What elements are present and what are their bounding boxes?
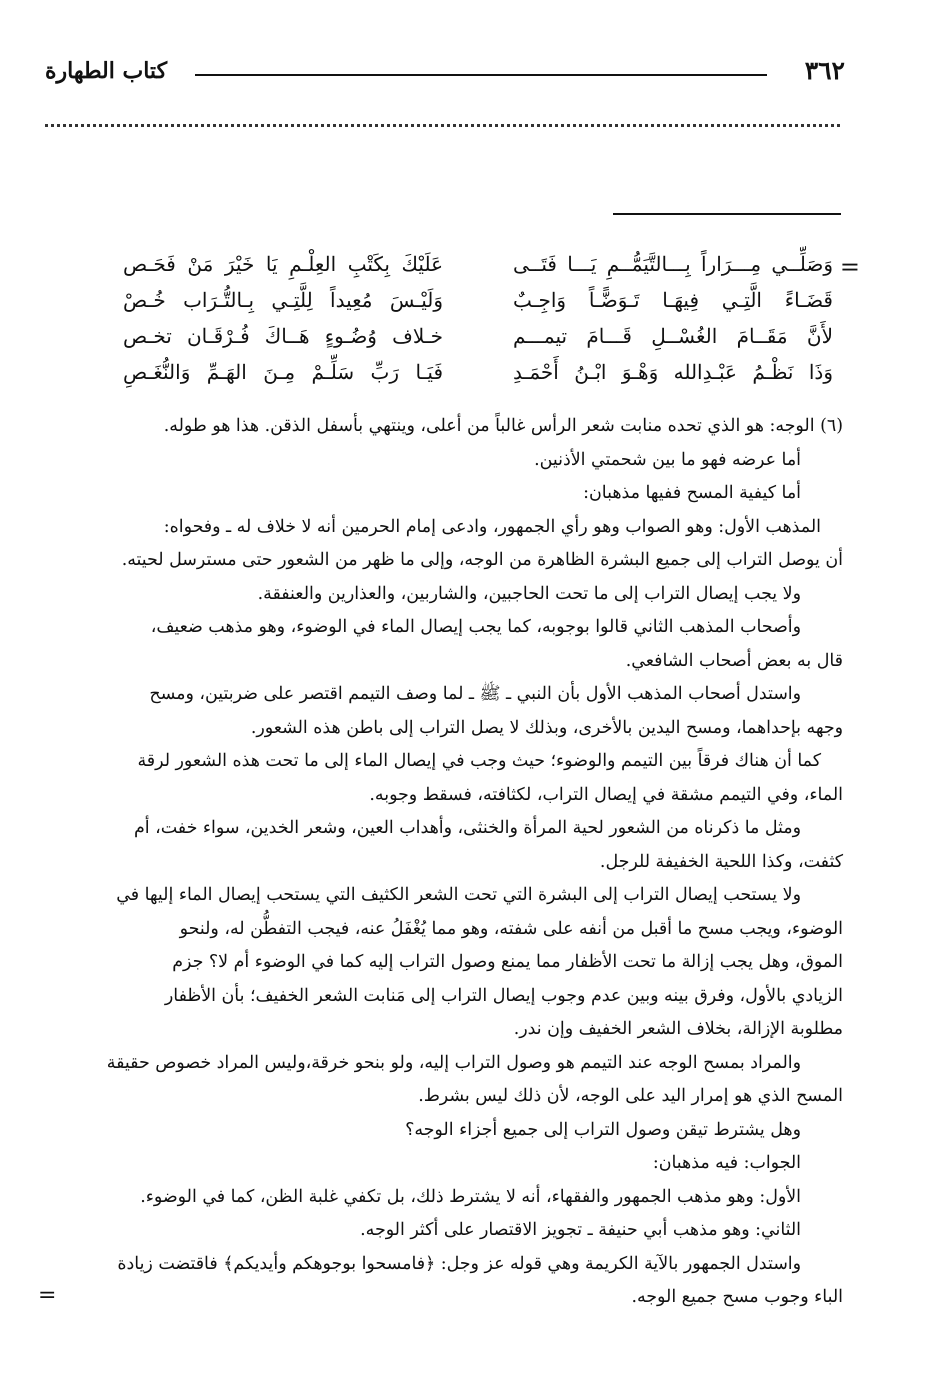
paragraph bbox=[103, 578, 843, 612]
text-line: المسح الذي هو إمرار اليد على الوجه، لأن ذلك ليس بشرط. bbox=[418, 1086, 843, 1106]
verse-second-hemistich: وَلَيْـسَ مُعِيداً لِلَّتِـي بِـالتُّـرَاب خُـصْ bbox=[123, 288, 443, 312]
text-line: ومثل ما ذكرناه من الشعور لحية المرأة والخنثى، وأهداب العين، وشعر الخدين، سواء خفت، أم bbox=[133, 818, 801, 838]
text-line: كما أن هناك فرقاً بين التيمم والوضوء؛ حيث وجب في إيصال الماء إلى ما تحت هذه الشعور لرقة bbox=[137, 751, 821, 771]
text-line: كثفت، وكذا اللحية الخفيفة للرجل. bbox=[599, 851, 843, 872]
text-line: أما كيفية المسح ففيها مذهبان: bbox=[583, 483, 801, 503]
text-line: واستدل أصحاب المذهب الأول بأن النبي ـ ﷺ ـ لما وصف التيمم اقتصر على ضربتين، ومسح bbox=[149, 684, 801, 704]
header-rule bbox=[195, 74, 767, 76]
poem-verse bbox=[123, 282, 833, 318]
text-line: ولا يستحب إيصال التراب إلى البشرة التي تحت الشعر الكثيف التي يستحب إيصال الماء إليها في bbox=[116, 885, 801, 905]
text-line: المذهب الأول: وهو الصواب وهو رأي الجمهور، وادعى إمام الحرمين أنه لا خلاف له ـ وفحواه: bbox=[163, 516, 821, 537]
text-line: الزيادي بالأول، وفرق بينه وبين عدم وجوب إيصال التراب إلى مَنابت الشعر الخفيف؛ بأن الأظفار bbox=[164, 985, 843, 1006]
page-number: ٣٦٢ bbox=[804, 56, 845, 85]
paragraph bbox=[103, 1047, 843, 1114]
text-line: ولا يجب إيصال التراب إلى ما تحت الحاجبين، والشاربين، والعذارين والعنفقة. bbox=[257, 583, 801, 604]
dotted-separator bbox=[45, 124, 840, 127]
verse-second-hemistich: عَلَيْكَ بِكَتْبِ العِلْـمِ يَا خَيْرَ مَنْ فَحَـص bbox=[123, 252, 443, 276]
text-line: الباء وجوب مسح جميع الوجه. bbox=[631, 1287, 843, 1307]
footnote-separator bbox=[613, 213, 841, 215]
verse-second-hemistich: فَيَـا رَبِّ سَلِّـمْ مِـنَ الهَـمِّ وَالنُّغَـصِ bbox=[123, 360, 443, 384]
text-line: الثاني: وهو مذهب أبي حنيفة ـ تجويز الاقتصار على أكثر الوجه. bbox=[360, 1220, 801, 1240]
text-line: الأول: وهو مذهب الجمهور والفقهاء، أنه لا يشترط ذلك، بل تكفي غلبة الظن، كما في الوضوء. bbox=[140, 1186, 801, 1207]
paragraph bbox=[103, 477, 843, 511]
paragraph bbox=[103, 745, 843, 812]
paragraph bbox=[103, 678, 843, 745]
paragraph bbox=[103, 444, 843, 478]
paragraph bbox=[103, 812, 843, 879]
paragraph bbox=[103, 611, 843, 678]
text-line: أما عرضه فهو ما بين شحمتي الأذنين. bbox=[534, 449, 801, 470]
continuation-marker: = bbox=[38, 1283, 57, 1308]
paragraph bbox=[103, 410, 843, 444]
text-line: وأصحاب المذهب الثاني قالوا بوجوبه، كما يجب إيصال الماء في الوضوء، وهو مذهب ضعيف، bbox=[150, 617, 801, 637]
text-line: الماء، وفي التيمم مشقة في إيصال التراب، لكثافته، فسقط وجوبه. bbox=[369, 784, 843, 805]
text-line: الموق، وهل يجب إزالة ما تحت الأظفار مما يمنع وصول التراب إليه كما في الوضوء أم لا؟ جزم bbox=[172, 952, 843, 972]
poem-verse bbox=[123, 354, 833, 390]
text-line: أن يوصل التراب إلى جميع البشرة الظاهرة من الوجه، وإلى ما ظهر من الشعور حتى مسترسل لحيته. bbox=[121, 550, 843, 570]
text-line: قال به بعض أصحاب الشافعي. bbox=[625, 650, 843, 671]
text-line: وجهه بإحداهما، ومسح اليدين بالأخرى، وبذلك لا يصل التراب إلى باطن هذه الشعور. bbox=[250, 717, 843, 738]
paragraph bbox=[103, 1147, 843, 1181]
paragraph bbox=[103, 511, 843, 578]
text-line: مطلوبة الإزالة، بخلاف الشعر الخفيف وإن ندر. bbox=[513, 1019, 843, 1039]
paragraph bbox=[103, 1248, 843, 1315]
verse-first-hemistich: وَصَلِّــي مِـــرَاراً بِـــالتَّيَمُّــمِ يَـــا فَتَــى bbox=[513, 252, 833, 276]
paragraph bbox=[103, 879, 843, 1047]
footnote-body bbox=[103, 410, 843, 1315]
page-header bbox=[45, 56, 845, 92]
verse-first-hemistich: قَضَـاءً الَّتِـي فِيهَـا تَـوَضًّـاً وَاجِـبٌ bbox=[513, 288, 833, 312]
poem-continuation-marker: = bbox=[839, 253, 860, 281]
verse-first-hemistich: لأَنَّ مَقَــامَ الغُسْــلِ قَـــامَ تيمـــم bbox=[513, 324, 833, 348]
paragraph bbox=[103, 1114, 843, 1148]
text-line: وهل يشترط تيقن وصول التراب إلى جميع أجزاء الوجه؟ bbox=[405, 1119, 801, 1140]
text-line: والمراد بمسح الوجه عند التيمم هو وصول التراب إليه، ولو بنحو خرقة،وليس المراد خصوص حقيقة bbox=[106, 1052, 801, 1073]
text-line: الوضوء، ويجب مسح ما أقبل من أنفه على شفته، وهو مما يُغْفَلُ عنه، فيجب التفطُّن له، ولنحو bbox=[179, 918, 843, 939]
text-line: (٦) الوجه: هو الذي تحده منابت شعر الرأس غالباً من أعلى، وينتهي بأسفل الذقن. هذا هو طوله. bbox=[163, 416, 843, 436]
paragraph bbox=[103, 1181, 843, 1215]
text-line: واستدل الجمهور بالآية الكريمة وهي قوله عز وجل: ﴿فامسحوا بوجوهكم وأيديكم﴾ فاقتضت زيادة bbox=[117, 1253, 801, 1274]
verse-first-hemistich: وَذَا نَظْـمُ عَبْـدِالله وَهْـوَ ابْـنُ أَحْمَـدِ bbox=[513, 360, 833, 384]
poem-verse bbox=[123, 318, 833, 354]
paragraph bbox=[103, 1214, 843, 1248]
verse-second-hemistich: خـلاف وُضُـوءٍ هَــاكَ فُـرْقَـان تخـص bbox=[123, 324, 443, 348]
poem bbox=[123, 246, 833, 390]
poem-verse bbox=[123, 246, 833, 282]
book-title: كتاب الطهارة bbox=[45, 58, 168, 84]
text-line: الجواب: فيه مذهبان: bbox=[652, 1153, 801, 1173]
